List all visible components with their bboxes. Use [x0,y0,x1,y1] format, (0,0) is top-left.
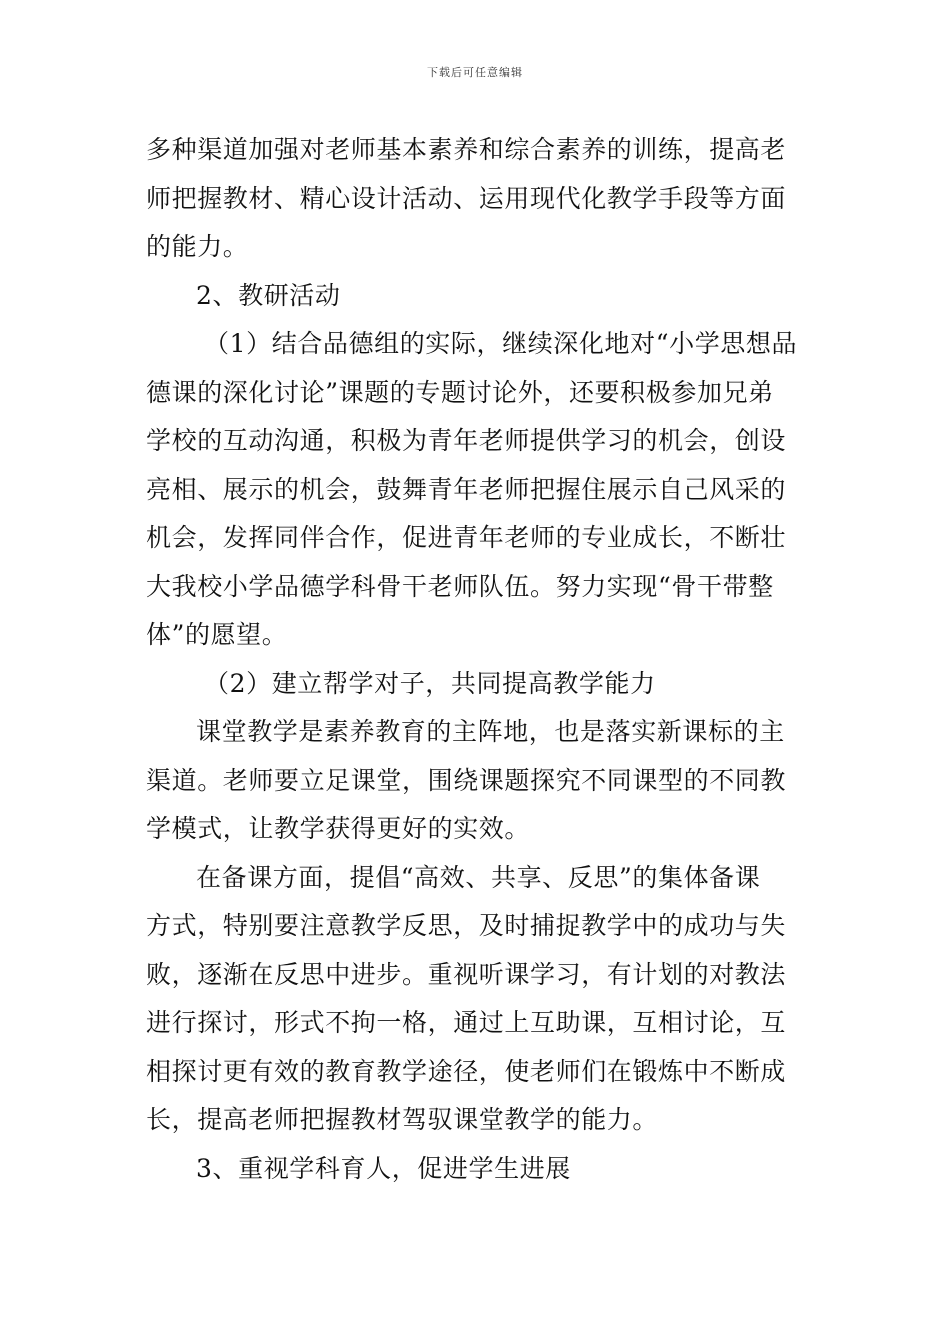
paragraph [146,320,811,660]
text-line: 亮相、展示的机会，鼓舞青年老师把握住展示自己风采的 [146,474,787,504]
paragraph [146,854,811,1145]
paragraph [146,708,811,854]
text-line: 渠道。老师要立足课堂，围绕课题探究不同课型的不同教 [146,765,787,795]
text-line: 课堂教学是素养教育的主阵地，也是落实新课标的主 [196,717,785,746]
text-line: 进行探讨，形式不拘一格，通过上互助课，互相讨论，互 [146,1008,787,1037]
text-line: 长，提高老师把握教材驾驭课堂教学的能力。 [146,1105,659,1134]
text-line: 德课的深化讨论”课题的专题讨论外，还要积极参加兄弟 [146,377,774,407]
page-header: 下载后可任意编辑 [427,66,523,79]
text-line: 相探讨更有效的教育教学途径，使老师们在锻炼中不断成 [146,1056,787,1086]
text-line: 学校的互动沟通，积极为青年老师提供学习的机会，创设 [146,426,787,455]
text-line: 机会，发挥同伴合作，促进青年老师的专业成长，不断壮 [146,523,787,552]
document-body [146,126,811,1193]
text-line: （1）结合品德组的实际，继续深化地对“小学思想品 [204,329,798,358]
text-line: 多种渠道加强对老师基本素养和综合素养的训练，提高老 [146,135,787,164]
text-line: 师把握教材、精心设计活动、运用现代化教学手段等方面 [146,183,787,213]
text-line: 大我校小学品德学科骨干老师队伍。努力实现“骨干带整 [146,571,774,601]
text-line: 学模式，让教学获得更好的实效。 [146,814,531,843]
text-line: 在备课方面，提倡“高效、共享、反思”的集体备课 [196,862,761,892]
section-heading: 2、教研活动 [196,280,341,310]
text-line: 败，逐渐在反思中进步。重视听课学习，有计划的对教法 [146,959,787,989]
text-line: 体”的愿望。 [146,620,288,649]
subsection-heading: （2）建立帮学对子，共同提高教学能力 [204,668,656,698]
section-heading: 3、重视学科育人，促进学生进展 [196,1153,571,1183]
paragraph [146,126,811,272]
text-line: 的能力。 [146,232,249,261]
text-line: 方式，特别要注意教学反思，及时捕捉教学中的成功与失 [146,911,787,940]
